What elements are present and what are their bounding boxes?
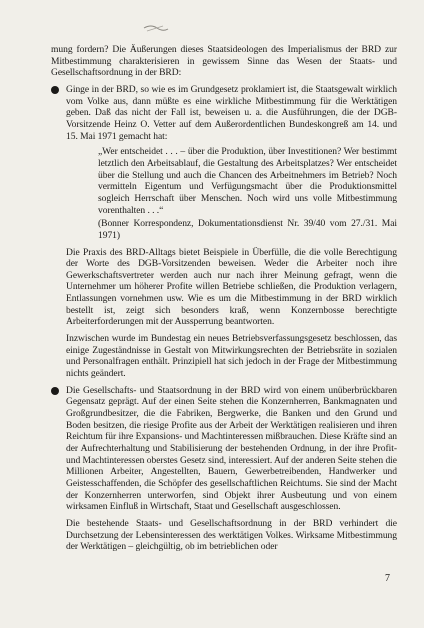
bullet-text: Ginge in der BRD, so wie es im Grundgesetz proklamiert ist, die Staatsgewalt wirklich vom Volke aus, dann müßte es eine wirkliche Mitbestimmung für die Werktätigen geben. Daß das nicht der Fall ist, beweisen u. a. die Ausführungen, die der DGB-Vorsitzende Heinz O. Vetter auf dem Außerordentlichen Bundeskongreß am 14. und 15. Mai 1971 gemacht hat: [66,83,397,142]
body-text [51,44,397,553]
block-quote [66,146,397,241]
bullet-text: Die Gesellschafts- und Staatsordnung in der BRD wird von einem unüberbrückbaren Gegensatz geprägt. Auf der einen Seite stehen die Konzernherren, Bankmagnaten und Großgrundbesitzer, die die Fabriken, Bergwerke, die Banken und den Grund und Boden besitzen, die riesige Profite aus der Arbeit der Werktätigen realisieren und ihren Reichtum für ihre Expansions- und Machtinteressen mißbrauchen. Diese Kräfte sind an der Aufrechterhaltung und Stabilisierung der bestehenden Ordnung, in der ihre Profit- und Machtinteressen oberstes Gesetz sind, interessiert. Auf der anderen Seite stehen die Millionen Arbeiter, Angestellten, Bauern, Gewerbetreibenden, Handwerker und Geistesschaffenden, die Schöpfer des gesellschaftlichen Reichtums. Sie sind der Macht der Konzernherren unterworfen, sind Objekt ihrer Ausbeutung und von einem wirksamen Einfluß in Wirtschaft, Staat und Gesellschaft ausgeschlossen. [66,384,397,513]
body-paragraph: Die Praxis des BRD-Alltags bietet Beispiele in Überfülle, die die volle Berechtigung der Worte des DGB-Vorsitzenden beweisen. Weder die Arbeiter noch ihre Gewerkschaftsvertreter werden auch nur nach ihrer Meinung gefragt, wenn die Unternehmer um höherer Profite willen Betriebe schließen, die Produktion verlagern, Entlassungen vornehmen usw. Wie es um die Mitbestimmung in der BRD wirklich bestellt ist, zeigt sich besonders kraß, wenn Konzernbosse berechtigte Arbeiterforderungen mit der Aussperrung beantworten. [66,246,397,328]
bullet-item [51,84,397,380]
printer-mark-icon [143,22,169,34]
intro-paragraph: mung fordern? Die Äußerungen dieses Staatsideologen des Imperialismus der BRD zur Mitbestimmung charakterisieren in gewissem Sinne das Wesen der Staats- und Gesellschaftsordnung in der BRD: [51,44,397,79]
bullet-item [51,385,397,553]
page-number: 7 [385,573,390,584]
body-paragraph: Die bestehende Staats- und Gesellschaftsordnung in der BRD verhindert die Durchsetzung der Lebensinteressen des werktätigen Volkes. Wirksame Mitbestimmung der Werktätigen – gleichgültig, ob im betrieblichen oder [66,517,397,553]
quote-source: (Bonner Korrespondenz, Dokumentationsdienst Nr. 39/40 vom 27./31. Mai 1971) [98,218,397,241]
bullet-icon [51,387,59,395]
bullet-icon [51,86,59,94]
quote-text: „Wer entscheidet . . . – über die Produktion, über Investitionen? Wer bestimmt letztlich den Arbeitsablauf, die Gestaltung des Arbeitsplatzes? Wer entscheidet über die Stellung und auch die Chancen des Arbeitnehmers im Betrieb? Noch vermitteln Eigentum und Verfügungsmacht über die Produktionsmittel sogleich Herrschaft über Menschen. Noch wird uns volle Mitbestimmung vorenthalten . . .“ [98,146,397,216]
body-paragraph: Inzwischen wurde im Bundestag ein neues Betriebsverfassungsgesetz beschlossen, das einige Zugeständnisse in Gestalt von Mitwirkungsrechten der Betriebsräte in sozialen und Personalfragen enthält. Prinzipiell hat sich jedoch in der Frage der Mitbestimmung nichts geändert. [66,333,397,380]
